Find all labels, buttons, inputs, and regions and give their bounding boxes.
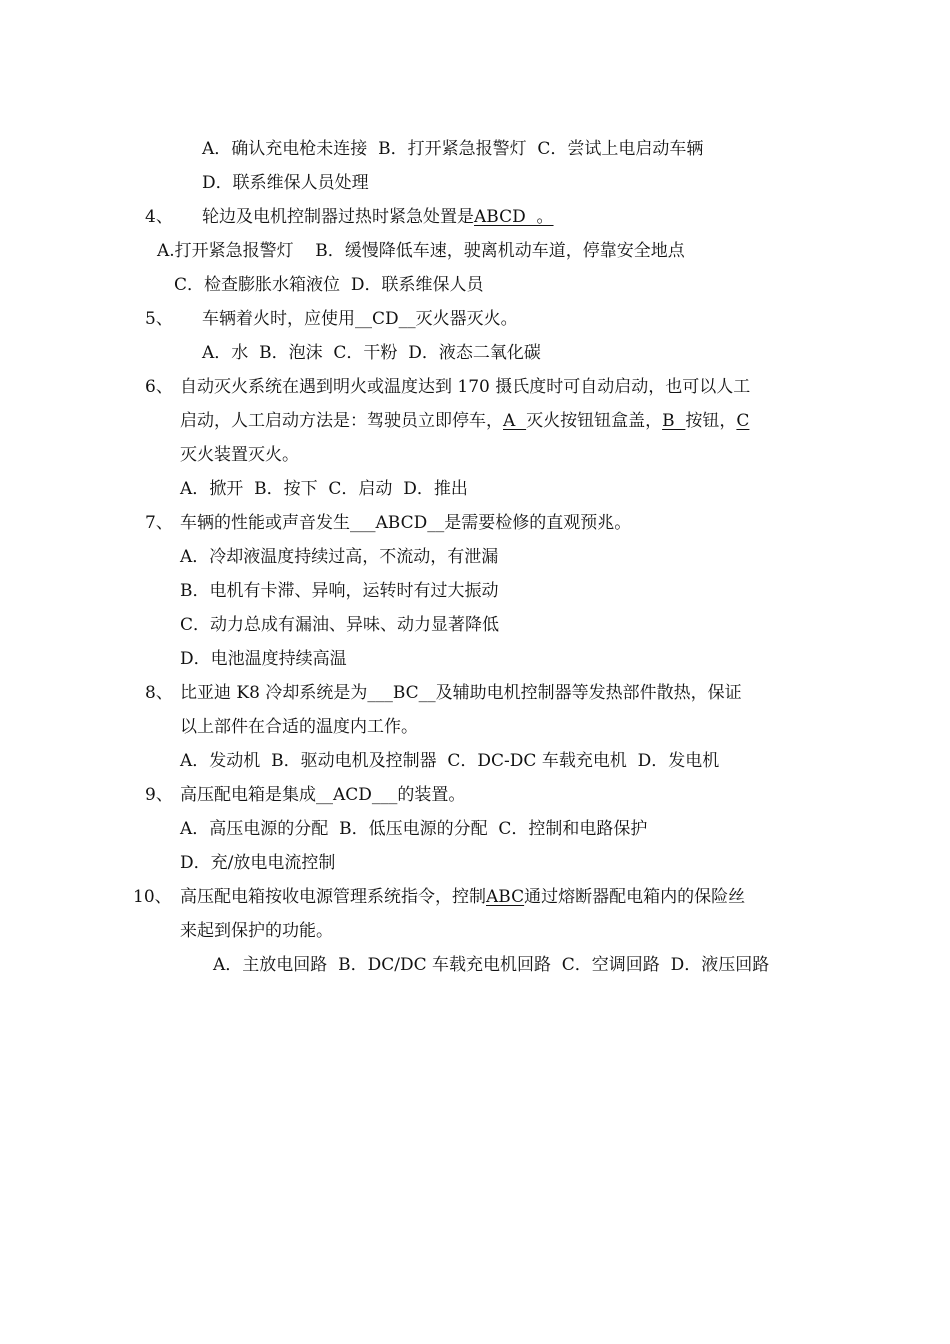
q6-line2 [180,409,749,433]
q3-options-line1: A．确认充电枪未连接 B．打开紧急报警灯 C．尝试上电启动车辆 [202,139,704,159]
q10-stem [180,885,745,909]
q6-line2-c: 按钮， [685,411,737,431]
q6-line1: 自动灭火系统在遇到明火或温度达到 170 摄氏度时可自动启动，也可以人工 [180,377,751,397]
q6-number: 6、 [145,377,173,397]
q5-stem [202,307,518,331]
q6-blank1: A [503,411,527,431]
q10-stem-before: 高压配电箱按收电源管理系统指令，控制 [180,887,486,907]
q9-options-line1: A．高压电源的分配 B．低压电源的分配 C．控制和电路保护 [180,819,648,839]
q7-stem [180,511,631,535]
q6-line2-a: 启动，人工启动方法是：驾驶员立即停车， [180,411,503,431]
q7-answer: ___ABCD__ [350,513,445,533]
q9-answer: __ACD___ [316,785,398,805]
q10-line2: 来起到保护的功能。 [180,921,333,941]
q8-stem-before: 比亚迪 K8 冷却系统是为 [180,683,368,703]
q7-option-b: B．电机有卡滞、异响，运转时有过大振动 [180,581,499,601]
q9-stem [180,783,465,807]
q6-blank2: B [662,411,686,431]
q6-blank3: C [736,411,750,431]
q4-options-line2: C．检查膨胀水箱液位 D．联系维保人员 [174,275,484,295]
q4-stem-text: 轮边及电机控制器过热时紧急处置是 [202,207,474,227]
q5-options-line1: A．水 B．泡沫 C．干粉 D．液态二氧化碳 [202,343,541,363]
q7-stem-after: 是需要检修的直观预兆。 [444,513,632,533]
q5-answer: __CD__ [355,309,416,329]
q5-stem-before: 车辆着火时，应使用 [202,309,355,329]
q8-options-line1: A．发动机 B．驱动电机及控制器 C．DC-DC 车载充电机 D．发电机 [180,751,720,771]
q10-options-line1: A．主放电回路 B．DC/DC 车载充电机回路 C．空调回路 D．液压回路 [213,955,770,975]
q10-number: 10、 [133,887,172,907]
q4-number: 4、 [145,207,173,227]
q10-stem-after: 通过熔断器配电箱内的保险丝 [524,887,746,907]
q5-stem-after: 灭火器灭火。 [415,309,518,329]
q4-stem [202,205,554,229]
q3-options-line2: D．联系维保人员处理 [202,173,369,193]
q7-option-a: A．冷却液温度持续过高，不流动，有泄漏 [180,547,499,567]
q8-stem-after: 及辅助电机控制器等发热部件散热，保证 [435,683,742,703]
q8-number: 8、 [145,683,173,703]
q4-answer: ABCD 。 [474,207,554,227]
q4-options-line1: A.打开紧急报警灯 B．缓慢降低车速，驶离机动车道，停靠安全地点 [157,241,685,261]
q10-answer: ABC [486,887,525,907]
q8-stem [180,681,742,705]
q8-line2: 以上部件在合适的温度内工作。 [180,717,418,737]
q7-number: 7、 [145,513,173,533]
q6-line3: 灭火装置灭火。 [180,445,299,465]
q8-answer: ___BC__ [367,683,436,703]
q7-stem-before: 车辆的性能或声音发生 [180,513,350,533]
q6-options-line1: A．掀开 B．按下 C．启动 D．推出 [180,479,468,499]
q9-stem-before: 高压配电箱是集成 [180,785,316,805]
q9-stem-after: 的装置。 [397,785,466,805]
q7-option-c: C．动力总成有漏油、异味、动力显著降低 [180,615,500,635]
q9-options-line2: D．充/放电电流控制 [180,853,336,873]
q7-option-d: D．电池温度持续高温 [180,649,347,669]
q6-line2-b: 灭火按钮钮盒盖， [526,411,663,431]
q5-number: 5、 [145,309,173,329]
q9-number: 9、 [145,785,173,805]
